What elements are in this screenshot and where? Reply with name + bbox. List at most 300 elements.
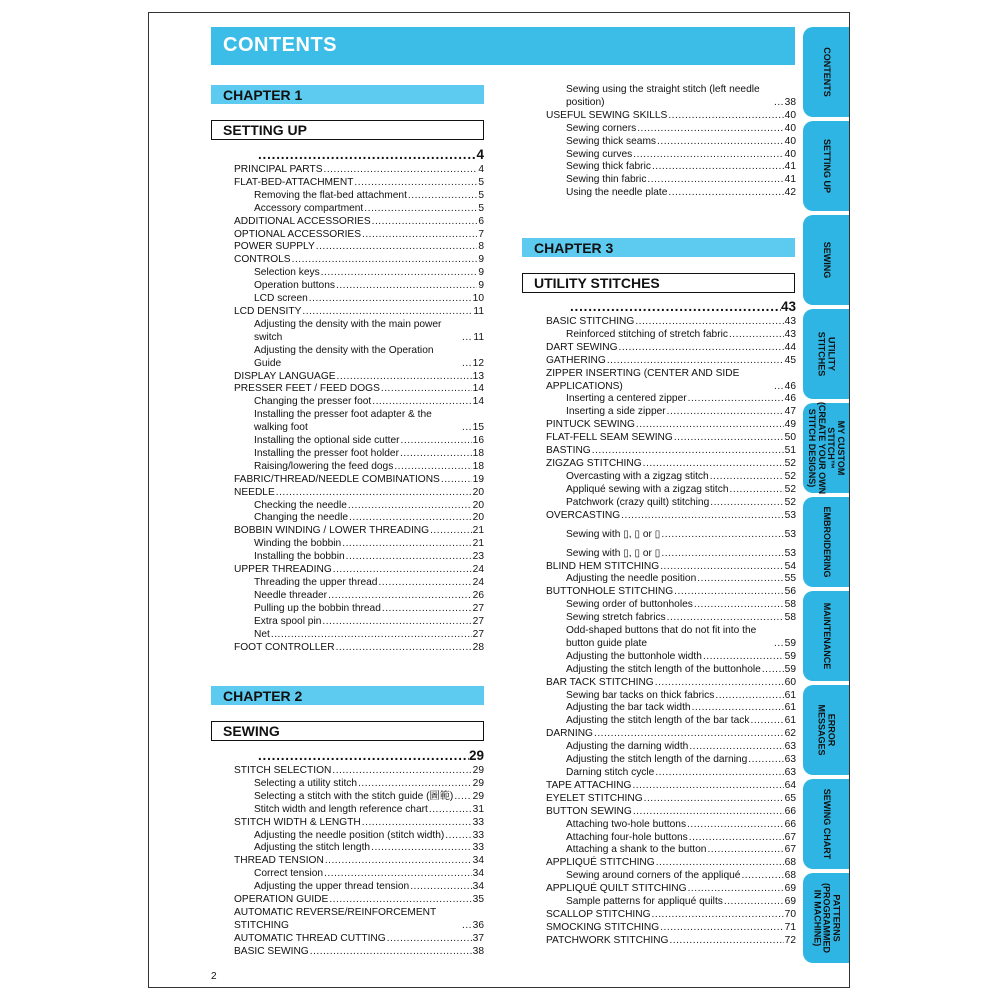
leader-dots: [762, 664, 784, 677]
toc-entry-title: PRINCIPAL PARTS: [234, 164, 323, 175]
chapter-2-start[interactable]: ..... 29: [234, 748, 484, 763]
toc-entry-title: Selection keys: [254, 267, 320, 279]
leader-dots: [462, 920, 472, 933]
toc-entry-page: 53: [784, 528, 796, 540]
toc-entry-page: 50: [784, 432, 796, 444]
toc-entry[interactable]: [546, 406, 796, 419]
toc-entry[interactable]: [234, 881, 484, 894]
toc-entry-title: Attaching a shank to the button: [566, 844, 707, 856]
toc-entry-page: 11: [473, 305, 484, 317]
toc-entry-title: Checking the needle: [254, 499, 347, 511]
leader-dots: [724, 896, 784, 909]
toc-entry-page: 6: [478, 215, 484, 227]
toc-entry-title: STITCH SELECTION: [234, 765, 332, 776]
toc-entry-page: 68: [784, 857, 796, 869]
toc-entry[interactable]: [234, 907, 484, 933]
toc-entry[interactable]: [546, 123, 796, 136]
toc-entry[interactable]: [234, 254, 484, 267]
toc-entry-title: Selecting a stitch with the stitch guide (圖範): [254, 790, 454, 802]
toc-entry-title: SCALLOP STITCHING: [546, 908, 651, 920]
toc-entry-page: 58: [784, 599, 796, 611]
leader-dots: [310, 946, 472, 959]
leader-dots: [309, 293, 472, 306]
toc-entry[interactable]: [546, 393, 796, 406]
leader-dots: [292, 254, 478, 267]
chapter-tab[interactable]: [803, 215, 849, 305]
toc-entry[interactable]: [234, 933, 484, 946]
toc-entry-title: AUTOMATIC REVERSE/REINFORCEMENT STITCHING: [234, 906, 437, 931]
toc-entry[interactable]: [234, 396, 484, 409]
toc-entry-title: Adjusting the needle position: [566, 573, 697, 585]
toc-entry[interactable]: [234, 855, 484, 868]
toc-entry-page: 15: [472, 422, 484, 434]
toc-entry-title: AUTOMATIC THREAD CUTTING: [234, 932, 386, 944]
toc-entry-page: 54: [784, 560, 796, 572]
toc-entry-page: 10: [472, 293, 484, 305]
leader-dots: [674, 586, 783, 599]
toc-entry-title: Adjusting the buttonhole width: [566, 650, 702, 662]
chapter-tab-label: SEWING CHART: [821, 788, 832, 860]
chapter-tab[interactable]: [803, 27, 849, 117]
toc-entry-title: Winding the bobbin: [254, 538, 342, 550]
leader-dots: [349, 512, 472, 525]
toc-entry[interactable]: [546, 664, 796, 677]
toc-entry-page: 64: [784, 779, 796, 791]
toc-entry[interactable]: [234, 267, 484, 280]
toc-entry-title: EYELET STITCHING: [546, 792, 643, 804]
toc-entry[interactable]: [546, 922, 796, 935]
toc-entry-title: Adjusting the stitch length of the darning: [566, 754, 748, 766]
toc-entry[interactable]: [234, 791, 484, 804]
toc-entry-page: 63: [784, 767, 796, 778]
toc-entry-title: FLAT-BED-ATTACHMENT: [234, 176, 354, 188]
toc-entry-title: PRESSER FEET / FEED DOGS: [234, 383, 380, 395]
leader-dots: [333, 564, 472, 577]
toc-entry-title: UPPER THREADING: [234, 564, 332, 576]
page-title: CONTENTS: [223, 34, 337, 56]
leader-dots: [730, 484, 784, 497]
toc-entry[interactable]: [546, 161, 796, 174]
chapter-tab[interactable]: [803, 591, 849, 681]
toc-entry[interactable]: [546, 857, 796, 870]
toc-entry-page: 9: [478, 267, 484, 279]
leader-dots: [429, 804, 472, 817]
leader-dots: [324, 164, 478, 177]
toc-entry-title: FABRIC/THREAD/NEEDLE COMBINATIONS: [234, 473, 440, 485]
toc-entry-page: 61: [784, 702, 796, 714]
toc-entry-page: 21: [472, 525, 484, 537]
toc-entry-title: Stitch width and length reference chart: [254, 803, 428, 815]
leader-dots: [689, 832, 784, 845]
toc-entry[interactable]: [234, 306, 484, 319]
toc-entry-title: Inserting a centered zipper: [566, 393, 687, 405]
toc-entry-title: DISPLAY LANGUAGE: [234, 370, 336, 382]
toc-entry[interactable]: [546, 187, 796, 200]
chapter-tab-label: MY CUSTOM STITCH™ (CREATE YOUR OWN STITCH DESIGNS): [807, 401, 846, 495]
toc-entry-title: POWER SUPPLY: [234, 241, 315, 253]
leader-dots: [692, 702, 784, 715]
toc-entry[interactable]: [234, 525, 484, 538]
leader-dots: [715, 690, 783, 703]
toc-entry-title: Overcasting with a zigzag stitch: [566, 470, 709, 482]
manual-page: [148, 12, 850, 988]
leader-dots: [316, 241, 478, 254]
toc-entry[interactable]: [234, 616, 484, 629]
leader-dots: [652, 161, 784, 174]
toc-entry-page: 63: [784, 741, 796, 753]
toc-entry-title: Sewing with ▯, ▯ or ▯: [566, 528, 661, 540]
toc-entry-page: 43: [784, 316, 796, 327]
toc-entry[interactable]: [546, 819, 796, 832]
toc-entry[interactable]: [546, 599, 796, 612]
leader-dots: [332, 765, 471, 778]
toc-entry[interactable]: [546, 368, 796, 394]
toc-entry-page: 59: [784, 650, 796, 662]
toc-entry-page: 53: [784, 509, 796, 521]
toc-entry-page: 19: [472, 473, 484, 485]
leader-dots: [751, 715, 784, 728]
toc-entry[interactable]: [234, 512, 484, 525]
toc-entry[interactable]: [546, 780, 796, 793]
toc-entry[interactable]: [234, 830, 484, 843]
toc-entry[interactable]: [234, 474, 484, 487]
toc-entry[interactable]: [546, 471, 796, 484]
leader-dots: [462, 422, 472, 435]
leader-dots: [660, 561, 783, 574]
toc-entry-title: BUTTON SEWING: [546, 805, 632, 817]
toc-entry-page: 9: [478, 254, 484, 266]
toc-entry[interactable]: [234, 500, 484, 513]
toc-entry[interactable]: [546, 432, 796, 445]
toc-entry-title: Inserting a side zipper: [566, 406, 666, 418]
toc-entry-title: Adjusting the darning width: [566, 741, 689, 753]
toc-entry[interactable]: [546, 690, 796, 703]
toc-entry-page: 70: [784, 908, 796, 920]
toc-entry-title: FLAT-FELL SEAM SEWING: [546, 432, 673, 444]
toc-entry[interactable]: [234, 564, 484, 577]
toc-entry-page: 5: [478, 189, 484, 201]
leader-dots: [382, 603, 472, 616]
leader-dots: [669, 935, 783, 948]
toc-entry[interactable]: [234, 590, 484, 603]
toc-entry[interactable]: [546, 728, 796, 741]
toc-entry[interactable]: [546, 355, 796, 368]
toc-entry-page: 56: [784, 586, 796, 598]
toc-entry-title: OVERCASTING: [546, 509, 621, 521]
toc-chapter-2-continued: [546, 84, 796, 200]
toc-entry[interactable]: [546, 497, 796, 510]
toc-entry[interactable]: [546, 651, 796, 664]
toc-entry[interactable]: [234, 629, 484, 642]
leader-dots: [661, 529, 783, 542]
toc-entry[interactable]: [234, 190, 484, 203]
toc-entry-page: 33: [472, 842, 484, 854]
toc-entry[interactable]: [546, 149, 796, 162]
chapter-3-start[interactable]: ..... 43: [546, 299, 796, 314]
toc-entry-page: 14: [472, 396, 484, 408]
toc-entry[interactable]: [546, 832, 796, 845]
toc-entry[interactable]: [546, 342, 796, 355]
toc-entry[interactable]: [234, 371, 484, 384]
leader-dots: [354, 177, 477, 190]
toc-entry-page: 41: [784, 174, 796, 186]
toc-entry[interactable]: [234, 642, 484, 655]
leader-dots: [325, 855, 472, 868]
toc-entry-title: Attaching two-hole buttons: [566, 818, 687, 830]
leader-dots: [710, 497, 783, 510]
chapter-3-heading: CHAPTER 3: [522, 238, 795, 257]
toc-entry[interactable]: [546, 677, 796, 690]
toc-entry-page: 42: [784, 187, 796, 199]
toc-entry[interactable]: [234, 229, 484, 242]
toc-entry-page: 38: [784, 96, 796, 108]
toc-entry-page: 26: [472, 589, 484, 601]
toc-entry[interactable]: [234, 383, 484, 396]
toc-entry[interactable]: [546, 174, 796, 187]
toc-entry[interactable]: [234, 435, 484, 448]
toc-entry[interactable]: [234, 319, 484, 345]
toc-list: [234, 164, 484, 654]
toc-entry-title: Adjusting the needle position (stitch width): [254, 829, 445, 841]
leader-dots: [652, 909, 784, 922]
toc-entry[interactable]: [546, 935, 796, 948]
toc-entry[interactable]: [546, 136, 796, 149]
toc-entry-page: 40: [784, 148, 796, 160]
toc-entry-title: Installing the optional side cutter: [254, 435, 400, 447]
leader-dots: [667, 406, 784, 419]
toc-entry-title: GATHERING: [546, 354, 606, 366]
toc-entry[interactable]: [546, 329, 796, 342]
toc-entry-page: 34: [472, 855, 484, 867]
toc-entry[interactable]: [546, 484, 796, 497]
toc-entry-title: Threading the upper thread: [254, 577, 378, 588]
toc-entry-page: 24: [472, 564, 484, 576]
toc-entry[interactable]: [234, 241, 484, 254]
toc-entry[interactable]: [234, 894, 484, 907]
leader-dots: [688, 883, 784, 896]
toc-entry[interactable]: [234, 164, 484, 177]
toc-entry-page: 33: [472, 816, 484, 828]
toc-entry-title: Adjusting the stitch length of the buttonhole: [566, 663, 761, 675]
toc-entry[interactable]: [546, 793, 796, 806]
chapter-tab[interactable]: [803, 685, 849, 775]
toc-entry-title: Extra spool pin: [254, 615, 322, 627]
toc-entry[interactable]: [234, 280, 484, 293]
section-setting-up: SETTING UP: [211, 120, 484, 140]
toc-entry[interactable]: [234, 216, 484, 229]
toc-entry[interactable]: [546, 909, 796, 922]
toc-entry-page: 43: [784, 328, 796, 340]
toc-entry-page: 72: [784, 934, 796, 946]
leader-dots: [348, 500, 472, 513]
toc-entry[interactable]: [234, 461, 484, 474]
toc-entry[interactable]: [234, 842, 484, 855]
leader-dots: [430, 525, 472, 538]
chapter-tab[interactable]: [803, 779, 849, 869]
leader-dots: [394, 461, 471, 474]
toc-entry-title: BASIC SEWING: [234, 945, 309, 957]
toc-entry-title: Selecting a utility stitch: [254, 777, 358, 789]
toc-entry-page: 29: [472, 790, 484, 802]
leader-dots: [337, 371, 472, 384]
toc-entry-title: Sewing around corners of the appliqué: [566, 870, 741, 882]
leader-dots: [302, 306, 472, 319]
toc-entry-title: STITCH WIDTH & LENGTH: [234, 816, 361, 828]
toc-chapter-2: [234, 748, 484, 959]
chapter-tab[interactable]: [803, 497, 849, 587]
leader-dots: [336, 280, 477, 293]
toc-entry-page: 65: [784, 792, 796, 804]
toc-entry[interactable]: [546, 741, 796, 754]
toc-entry[interactable]: [546, 702, 796, 715]
toc-entry-title: ZIPPER INSERTING (CENTER AND SIDE APPLICATIONS): [546, 367, 740, 392]
chapter-1-start[interactable]: ..... 4: [234, 147, 484, 162]
toc-entry-title: Sewing order of buttonholes: [566, 599, 693, 611]
toc-entry[interactable]: [546, 844, 796, 857]
toc-entry[interactable]: [234, 293, 484, 306]
toc-entry-title: APPLIQUÉ STITCHING: [546, 857, 655, 869]
leader-dots: [329, 894, 471, 907]
chapter-tab[interactable]: [803, 121, 849, 211]
toc-entry-title: LCD DENSITY: [234, 305, 302, 317]
toc-entry-page: 52: [784, 496, 796, 508]
toc-entry[interactable]: [546, 110, 796, 123]
toc-entry[interactable]: [546, 896, 796, 909]
toc-entry-title: Sewing thin fabric: [566, 174, 647, 186]
leader-dots: [621, 510, 784, 523]
toc-entry[interactable]: [546, 419, 796, 432]
toc-entry-page: 4: [478, 164, 484, 175]
toc-entry[interactable]: [546, 767, 796, 780]
leader-dots: [688, 393, 784, 406]
toc-entry[interactable]: [546, 806, 796, 819]
toc-entry-page: 69: [784, 883, 796, 895]
toc-entry-title: BASIC STITCHING: [546, 316, 635, 327]
toc-entry[interactable]: [234, 603, 484, 616]
toc-entry[interactable]: [546, 883, 796, 896]
toc-entry[interactable]: [546, 715, 796, 728]
toc-entry[interactable]: [546, 458, 796, 471]
chapter-2-heading: CHAPTER 2: [211, 686, 484, 705]
leader-dots: [774, 381, 784, 394]
toc-entry-page: 11: [473, 331, 484, 343]
toc-entry-page: 38: [472, 945, 484, 957]
toc-entry-page: 49: [784, 419, 796, 431]
toc-entry[interactable]: [234, 778, 484, 791]
toc-entry[interactable]: [234, 551, 484, 564]
toc-entry[interactable]: [234, 409, 484, 435]
toc-entry[interactable]: [234, 538, 484, 551]
toc-entry-title: Adjusting the upper thread tension: [254, 881, 410, 893]
toc-entry-page: 7: [478, 228, 484, 240]
toc-entry-page: 68: [784, 870, 796, 882]
toc-entry[interactable]: [234, 345, 484, 371]
toc-entry-title: BUTTONHOLE STITCHING: [546, 586, 674, 598]
toc-entry[interactable]: [546, 510, 796, 523]
toc-entry[interactable]: [234, 577, 484, 590]
leader-dots: [657, 136, 784, 149]
leader-dots: [661, 548, 783, 561]
toc-entry[interactable]: [546, 316, 796, 329]
chapter-tab-label: PATTERNS (PROGRAMMED IN MACHINE): [812, 883, 842, 953]
toc-entry[interactable]: [546, 586, 796, 599]
toc-entry-page: 24: [472, 577, 484, 588]
toc-entry-title: TAPE ATTACHING: [546, 779, 632, 791]
toc-entry-title: Pulling up the bobbin thread: [254, 602, 381, 614]
leader-dots: [637, 123, 783, 136]
toc-entry-page: 51: [784, 445, 796, 457]
leader-dots: [635, 316, 783, 329]
toc-entry-page: 61: [784, 689, 796, 701]
toc-entry-title: BASTING: [546, 445, 591, 457]
leader-dots: [703, 651, 784, 664]
toc-entry-page: 27: [472, 615, 484, 627]
toc-entry[interactable]: [234, 868, 484, 881]
leader-dots: [668, 187, 783, 200]
toc-entry[interactable]: [546, 754, 796, 767]
toc-entry[interactable]: [546, 523, 796, 542]
chapter-tab[interactable]: [803, 403, 849, 493]
toc-entry[interactable]: [234, 203, 484, 216]
leader-dots: [741, 870, 783, 883]
leader-dots: [410, 881, 471, 894]
toc-entry-page: 23: [472, 551, 484, 563]
leader-dots: [707, 844, 783, 857]
toc-list: [546, 316, 796, 948]
toc-list: [546, 84, 796, 200]
toc-entry[interactable]: [234, 765, 484, 778]
leader-dots: [636, 419, 784, 432]
toc-entry[interactable]: [546, 625, 796, 651]
toc-entry[interactable]: [546, 870, 796, 883]
toc-entry[interactable]: [546, 542, 796, 561]
leader-dots: [655, 677, 784, 690]
toc-entry[interactable]: [546, 84, 796, 110]
toc-entry-title: PATCHWORK STITCHING: [546, 934, 669, 946]
toc-entry-title: OPTIONAL ACCESSORIES: [234, 228, 361, 240]
leader-dots: [729, 329, 784, 342]
leader-dots: [276, 487, 472, 500]
toc-entry-title: Sewing thick seams: [566, 135, 657, 147]
toc-entry[interactable]: [546, 573, 796, 586]
toc-entry-page: 34: [472, 868, 484, 880]
leader-dots: [372, 216, 478, 229]
leader-dots: [710, 471, 784, 484]
toc-entry-page: 40: [784, 122, 796, 134]
toc-entry[interactable]: [234, 946, 484, 959]
toc-entry-page: 61: [784, 715, 796, 727]
toc-entry[interactable]: [546, 445, 796, 458]
toc-entry-title: BOBBIN WINDING / LOWER THREADING: [234, 525, 430, 537]
toc-entry[interactable]: [234, 804, 484, 817]
chapter-tab[interactable]: [803, 873, 849, 963]
toc-entry[interactable]: [546, 612, 796, 625]
toc-entry-page: 29: [472, 765, 484, 776]
toc-entry-page: 21: [472, 538, 484, 550]
toc-entry[interactable]: [234, 487, 484, 500]
toc-entry-title: Adjusting the stitch length: [254, 842, 371, 854]
toc-entry[interactable]: [234, 448, 484, 461]
leader-dots: [774, 97, 784, 110]
toc-entry-page: 28: [472, 641, 484, 653]
toc-entry[interactable]: [234, 177, 484, 190]
chapter-tab[interactable]: [803, 309, 849, 399]
leader-dots: [462, 332, 472, 345]
toc-entry[interactable]: [546, 561, 796, 574]
leader-dots: [619, 342, 784, 355]
toc-chapter-3: [546, 299, 796, 948]
toc-entry[interactable]: [234, 817, 484, 830]
